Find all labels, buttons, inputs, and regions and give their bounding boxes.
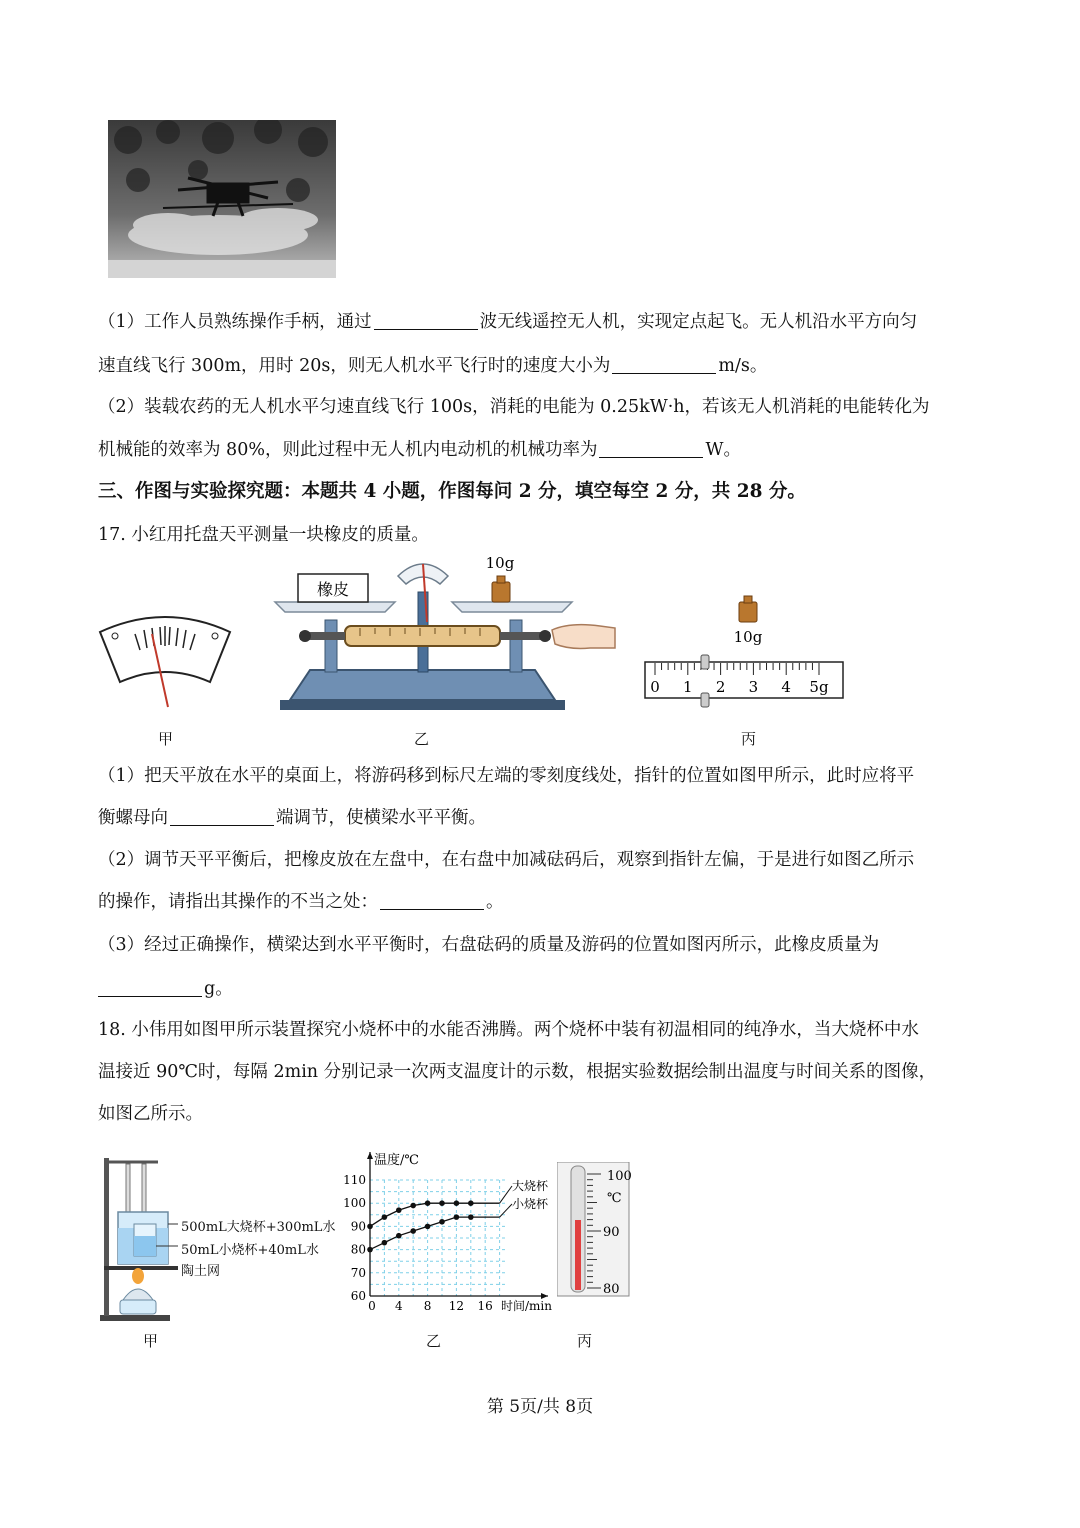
chart-x-tick-label: 0 — [368, 1299, 376, 1313]
chart-series-line — [370, 1217, 500, 1249]
thermometer-figure — [557, 1162, 633, 1298]
eraser-label: 橡皮 — [316, 580, 350, 599]
q18-line3: 如图乙所示。 — [98, 1104, 203, 1124]
scale-ruler-figure — [645, 596, 843, 707]
chart-y-tick-label: 60 — [350, 1289, 366, 1303]
weight-label-b: 10g — [485, 554, 515, 572]
chart-data-point — [425, 1224, 431, 1230]
fig18-label-a: 甲 — [143, 1332, 159, 1350]
q17-p2 — [98, 888, 504, 913]
chart-ylabel: 温度/℃ — [374, 1153, 419, 1168]
q16-line2 — [98, 352, 767, 377]
chart-data-point — [382, 1214, 388, 1220]
apparatus-figure — [98, 1150, 338, 1325]
chart-data-point — [439, 1219, 445, 1225]
chart-y-tick-label: 110 — [343, 1173, 366, 1187]
therm-tick-90: 90 — [603, 1225, 620, 1240]
balance-figure — [275, 554, 615, 710]
q17-p1c: 端调节，使横梁水平平衡。 — [276, 808, 486, 828]
q16-line1 — [98, 308, 917, 333]
chart-x-tick-label: 12 — [448, 1299, 465, 1313]
q17-p2b: 的操作，请指出其操作的不当之处： — [98, 892, 378, 912]
ruler-label: 5g — [809, 678, 829, 696]
chart-data-point — [367, 1224, 373, 1230]
q18-line2: 温接近 90℃时，每隔 2min 分别记录一次两支温度计的示数，根据实验数据绘制出温度与时间关系的图像， — [98, 1062, 937, 1082]
chart-data-point — [468, 1214, 474, 1220]
chart-xlabel: 时间/min — [501, 1299, 552, 1313]
fig17-label-b: 乙 — [414, 730, 430, 748]
weight-label-c: 10g — [733, 628, 763, 646]
chart-x-tick-label: 16 — [477, 1299, 493, 1313]
therm-tick-80: 80 — [603, 1282, 620, 1297]
fig17-label-a: 甲 — [158, 730, 174, 748]
chart-data-point — [396, 1233, 402, 1239]
chart-data-point — [454, 1200, 460, 1206]
q16-line1-text: （1）工作人员熟练操作手柄，通过 — [98, 312, 372, 332]
chart-data-point — [410, 1228, 416, 1234]
chart-data-point — [439, 1200, 445, 1206]
chart-data-point — [410, 1203, 416, 1209]
figure-17-group — [90, 552, 990, 752]
chart-data-point — [468, 1200, 474, 1206]
section-3-heading: 三、作图与实验探究题：本题共 4 小题，作图每问 2 分，填空每空 2 分，共 28 分。 — [98, 481, 806, 502]
q16-line2-unit: m/s。 — [718, 356, 768, 376]
answer-blank-error[interactable] — [380, 891, 484, 910]
chart-y-arrow — [367, 1152, 373, 1159]
fig18-label-c: 丙 — [577, 1332, 593, 1350]
q16-line4-text: 机械能的效率为 80%，则此过程中无人机内电动机的机械功率为 — [98, 440, 598, 460]
q16-line3: （2）装载农药的无人机水平匀速直线飞行 100s，消耗的电能为 0.25kW·h，若该无人机消耗的电能转化为 — [98, 397, 930, 417]
apparatus-label-small-beaker: 50mL小烧杯+40mL水 — [181, 1243, 319, 1258]
chart-legend-label: 小烧杯 — [512, 1197, 549, 1211]
chart-x-tick-label: 4 — [394, 1299, 403, 1313]
chart-data-point — [367, 1247, 373, 1253]
dial-figure — [100, 617, 230, 707]
answer-blank-power[interactable] — [599, 439, 703, 458]
fig18-label-b: 乙 — [426, 1332, 442, 1350]
q17-p3b: g。 — [204, 979, 233, 999]
chart-data-point — [382, 1240, 388, 1246]
chart-y-tick-label: 70 — [350, 1265, 366, 1280]
q17-p2c: 。 — [486, 892, 504, 912]
chart-x-tick-label: 8 — [423, 1299, 432, 1313]
q17-p1 — [98, 804, 486, 829]
therm-unit: ℃ — [607, 1191, 622, 1206]
page-footer: 第 5页/共 8页 — [486, 1397, 594, 1417]
ruler-label: 0 — [650, 678, 660, 696]
drone-photo — [108, 120, 336, 278]
chart-legend-leader — [500, 1186, 512, 1203]
q17-p1a: （1）把天平放在水平的桌面上，将游码移到标尺左端的零刻度线处，指针的位置如图甲所示，此时应将平 — [98, 766, 915, 786]
chart-y-tick-label: 100 — [343, 1196, 366, 1211]
chart-data-point — [425, 1200, 431, 1206]
chart-data-point — [454, 1214, 460, 1220]
fig17-label-c: 丙 — [741, 730, 757, 748]
answer-blank-wave[interactable] — [374, 311, 478, 330]
temperature-time-chart — [336, 1148, 556, 1320]
ruler-label: 1 — [683, 678, 693, 696]
q16-line2-text: 速直线飞行 300m，用时 20s，则无人机水平飞行时的速度大小为 — [98, 356, 611, 376]
answer-blank-mass[interactable] — [98, 978, 202, 997]
q16-line4 — [98, 436, 741, 461]
q17-stem: 17. 小红用托盘天平测量一块橡皮的质量。 — [98, 525, 429, 545]
apparatus-label-gauze: 陶土网 — [181, 1264, 221, 1279]
answer-blank-direction[interactable] — [170, 807, 274, 826]
ruler-label: 4 — [781, 678, 791, 696]
chart-legend-leader — [500, 1204, 512, 1217]
q17-p3 — [98, 975, 233, 1000]
q16-line1-text-b: 波无线遥控无人机，实现定点起飞。无人机沿水平方向匀 — [479, 312, 918, 332]
q16-line4-unit: W。 — [705, 440, 741, 460]
ruler-label: 2 — [715, 678, 726, 696]
chart-y-tick-label: 90 — [350, 1219, 366, 1234]
chart-svg — [336, 1148, 556, 1320]
therm-tick-100: 100 — [607, 1169, 632, 1184]
q17-p1b: 衡螺母向 — [98, 808, 168, 828]
q17-p2a: （2）调节天平平衡后，把橡皮放在左盘中，在右盘中加减砝码后，观察到指针左偏，于是进行如图乙所示 — [98, 850, 915, 870]
apparatus-label-big-beaker: 500mL大烧杯+300mL水 — [181, 1220, 336, 1235]
ruler-label: 3 — [748, 678, 759, 696]
chart-y-tick-label: 80 — [350, 1242, 366, 1257]
chart-data-point — [396, 1207, 402, 1213]
q17-p3a: （3）经过正确操作，横梁达到水平平衡时，右盘砝码的质量及游码的位置如图丙所示，此橡皮质量为 — [98, 935, 880, 955]
q18-line1: 18. 小伟用如图甲所示装置探究小烧杯中的水能否沸腾。两个烧杯中装有初温相同的纯净水，当大烧杯中水 — [98, 1020, 919, 1040]
chart-legend-label: 大烧杯 — [512, 1179, 549, 1193]
answer-blank-speed[interactable] — [612, 355, 716, 374]
